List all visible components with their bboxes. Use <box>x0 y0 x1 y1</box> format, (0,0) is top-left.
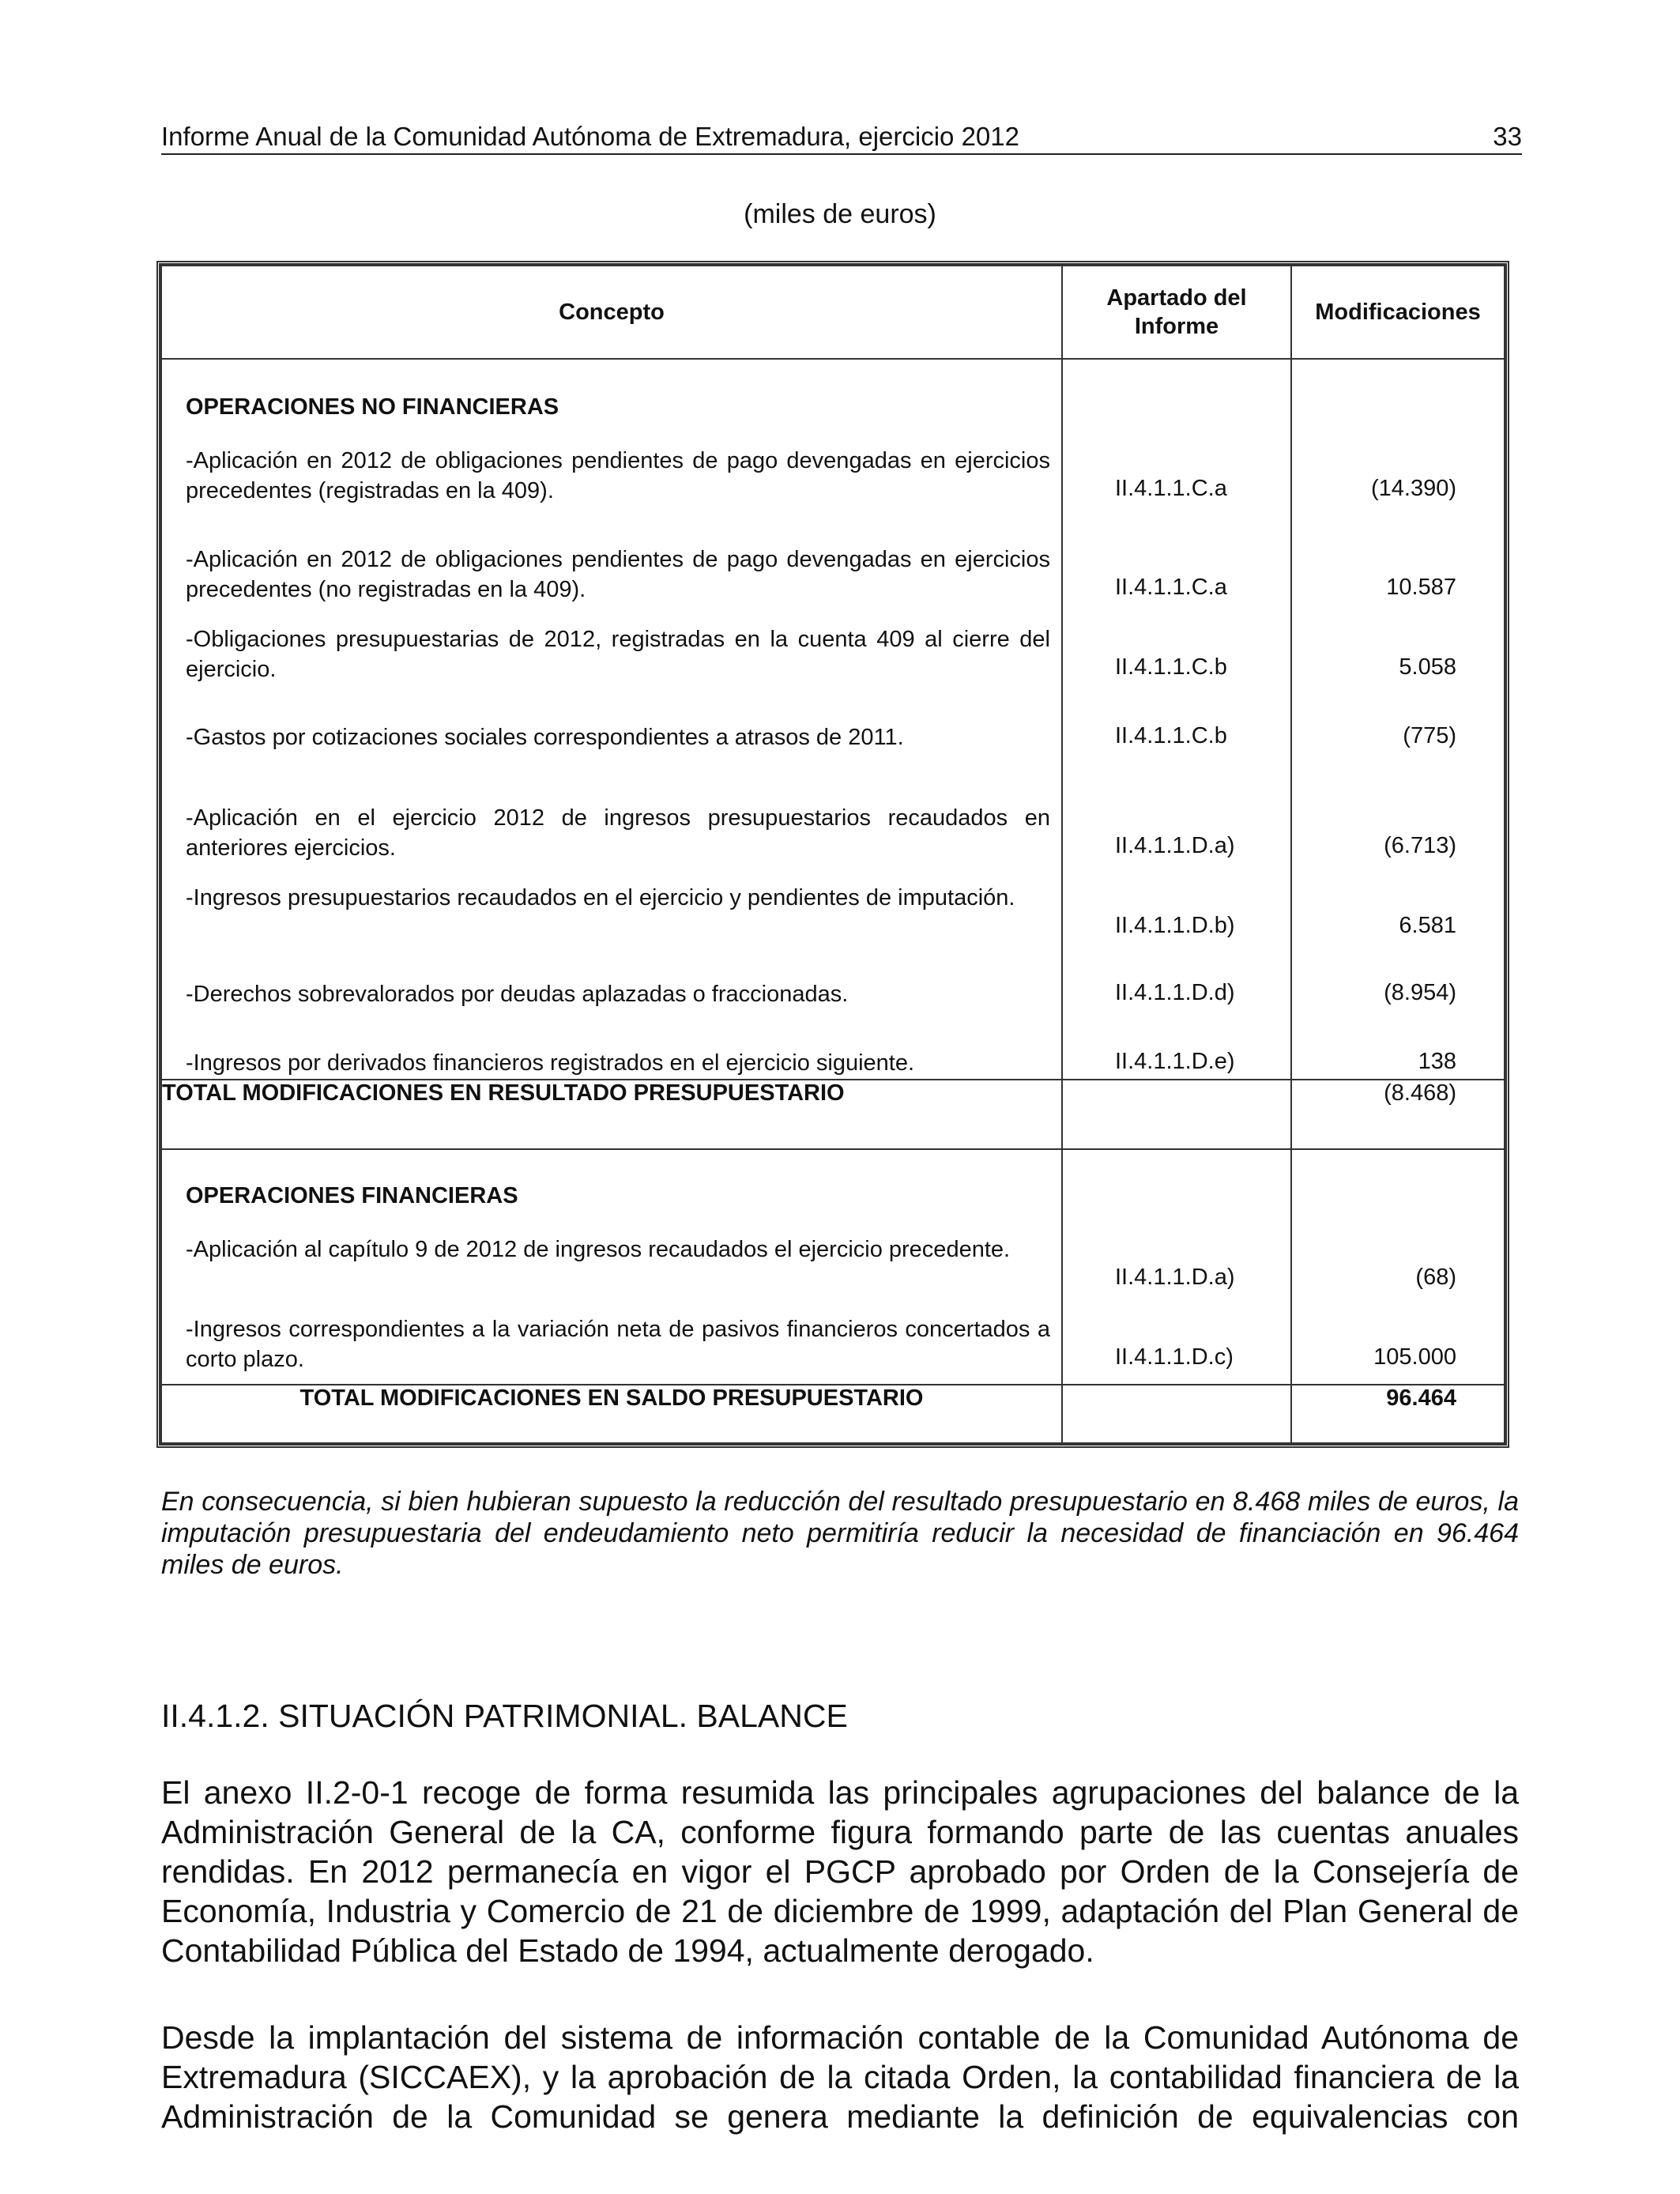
total-resultado-ref <box>1062 1080 1291 1149</box>
total-saldo-label: TOTAL MODIFICACIONES EN SALDO PRESUPUESTARIO <box>161 1385 1062 1443</box>
value-cell: (14.390) <box>1370 476 1456 501</box>
value-cell: 138 <box>1418 1049 1456 1074</box>
value-cell: 10.587 <box>1386 575 1456 600</box>
total-saldo-row <box>161 1385 1505 1443</box>
list-item: -Ingresos presupuestarios recaudados en el ejercicio y pendientes de imputación. <box>186 885 1015 910</box>
section-title: OPERACIONES FINANCIERAS <box>186 1183 518 1208</box>
list-item: -Aplicación al capítulo 9 de 2012 de ingresos recaudados el ejercicio precedente. <box>186 1237 1011 1262</box>
body-paragraph-1: El anexo II.2-0-1 recoge de forma resumida las principales agrupaciones del balance de la Administración General de la CA, conforme figura formando parte de las cuentas anuales rendidas. En 2012 permanecía en vigor el PGCP aprobado por Orden de la Consejería de Economía, Industria y Comercio de 21 de diciembre de 1999, adaptación del Plan General de Contabilidad Pública del Estado de 1994, actualmente derogado. <box>161 1774 1519 1969</box>
ref-cell: II.4.1.1.C.a <box>1115 575 1227 600</box>
page-number: 33 <box>1493 122 1522 151</box>
header-concepto: Concepto <box>161 266 1062 359</box>
section-heading: II.4.1.2. SITUACIÓN PATRIMONIAL. BALANCE <box>161 1698 848 1734</box>
page-header <box>161 119 1522 155</box>
header-apartado <box>1062 266 1291 359</box>
list-item: -Aplicación en 2012 de obligaciones pendientes de pago devengadas en ejercicios precedentes (no registradas en la 409). <box>186 547 1050 602</box>
section-no-financieras-concepts <box>161 359 1062 1080</box>
list-item: -Derechos sobrevalorados por deudas aplazadas o fraccionadas. <box>186 982 849 1007</box>
list-item: -Ingresos correspondientes a la variación neta de pasivos financieros concertados a corto plazo. <box>186 1317 1050 1372</box>
modifications-table-grid <box>160 265 1505 1444</box>
conclusion-note: En consecuencia, si bien hubieran supuesto la reducción del resultado presupuestario en 8.468 miles de euros, la imputación presupuestaria del endeudamiento neto permitiría reducir la necesidad de financiación en 96.464 miles de euros. <box>161 1487 1519 1580</box>
total-resultado-row <box>161 1080 1505 1149</box>
section-financieras-refs <box>1062 1149 1291 1385</box>
list-item: -Obligaciones presupuestarias de 2012, registradas en la cuenta 409 al cierre del ejercicio. <box>186 627 1050 682</box>
value-cell: 105.000 <box>1373 1344 1456 1370</box>
report-title: Informe Anual de la Comunidad Autónoma de Extremadura, ejercicio 2012 <box>161 122 1019 151</box>
value-cell: (775) <box>1403 723 1456 748</box>
section-title: OPERACIONES NO FINANCIERAS <box>186 394 559 420</box>
total-saldo-value: 96.464 <box>1291 1385 1505 1443</box>
list-item: -Aplicación en 2012 de obligaciones pendientes de pago devengadas en ejercicios precedentes (registradas en la 409). <box>186 448 1050 503</box>
body-paragraph-2: Desde la implantación del sistema de información contable de la Comunidad Autónoma de Extremadura (SICCAEX), y la aprobación de la citada Orden, la contabilidad financiera de la Administración de la Comunidad se genera mediante la definición de equivalencias con <box>161 2019 1519 2135</box>
ref-cell: II.4.1.1.C.b <box>1115 723 1227 748</box>
section-financieras-values <box>1291 1149 1505 1385</box>
table-header-row <box>161 266 1505 359</box>
ref-cell: II.4.1.1.D.e) <box>1115 1049 1235 1074</box>
section-financieras-concepts <box>161 1149 1062 1385</box>
list-item: -Aplicación en el ejercicio 2012 de ingresos presupuestarios recaudados en anteriores ejercicios. <box>186 805 1050 861</box>
total-saldo-ref <box>1062 1385 1291 1443</box>
section-financieras-body <box>161 1149 1505 1385</box>
ref-cell: II.4.1.1.D.a) <box>1115 833 1235 858</box>
header-modificaciones: Modificaciones <box>1291 266 1505 359</box>
list-item: -Ingresos por derivados financieros registrados en el ejercicio siguiente. <box>186 1050 915 1076</box>
list-item: -Gastos por cotizaciones sociales correspondientes a atrasos de 2011. <box>186 725 904 750</box>
value-cell: (68) <box>1415 1265 1456 1290</box>
table-units-caption: (miles de euros) <box>744 199 936 229</box>
value-cell: (8.954) <box>1384 980 1456 1005</box>
section-no-financieras-body <box>161 359 1505 1080</box>
ref-cell: II.4.1.1.D.b) <box>1115 913 1235 938</box>
value-cell: (6.713) <box>1384 833 1456 858</box>
header-apartado-label: Apartado del Informe <box>1106 285 1247 339</box>
ref-cell: II.4.1.1.C.b <box>1115 654 1227 680</box>
section-no-financieras-refs <box>1062 359 1291 1080</box>
section-no-financieras-values <box>1291 359 1505 1080</box>
ref-cell: II.4.1.1.C.a <box>1115 476 1227 501</box>
value-cell: 6.581 <box>1399 913 1456 938</box>
ref-cell: II.4.1.1.D.a) <box>1115 1265 1235 1290</box>
ref-cell: II.4.1.1.D.c) <box>1115 1344 1234 1370</box>
value-cell: 5.058 <box>1399 654 1456 680</box>
modifications-table <box>156 261 1509 1448</box>
total-resultado-label: TOTAL MODIFICACIONES EN RESULTADO PRESUPUESTARIO <box>161 1080 1062 1149</box>
total-resultado-value: (8.468) <box>1291 1080 1505 1149</box>
ref-cell: II.4.1.1.D.d) <box>1115 980 1235 1005</box>
